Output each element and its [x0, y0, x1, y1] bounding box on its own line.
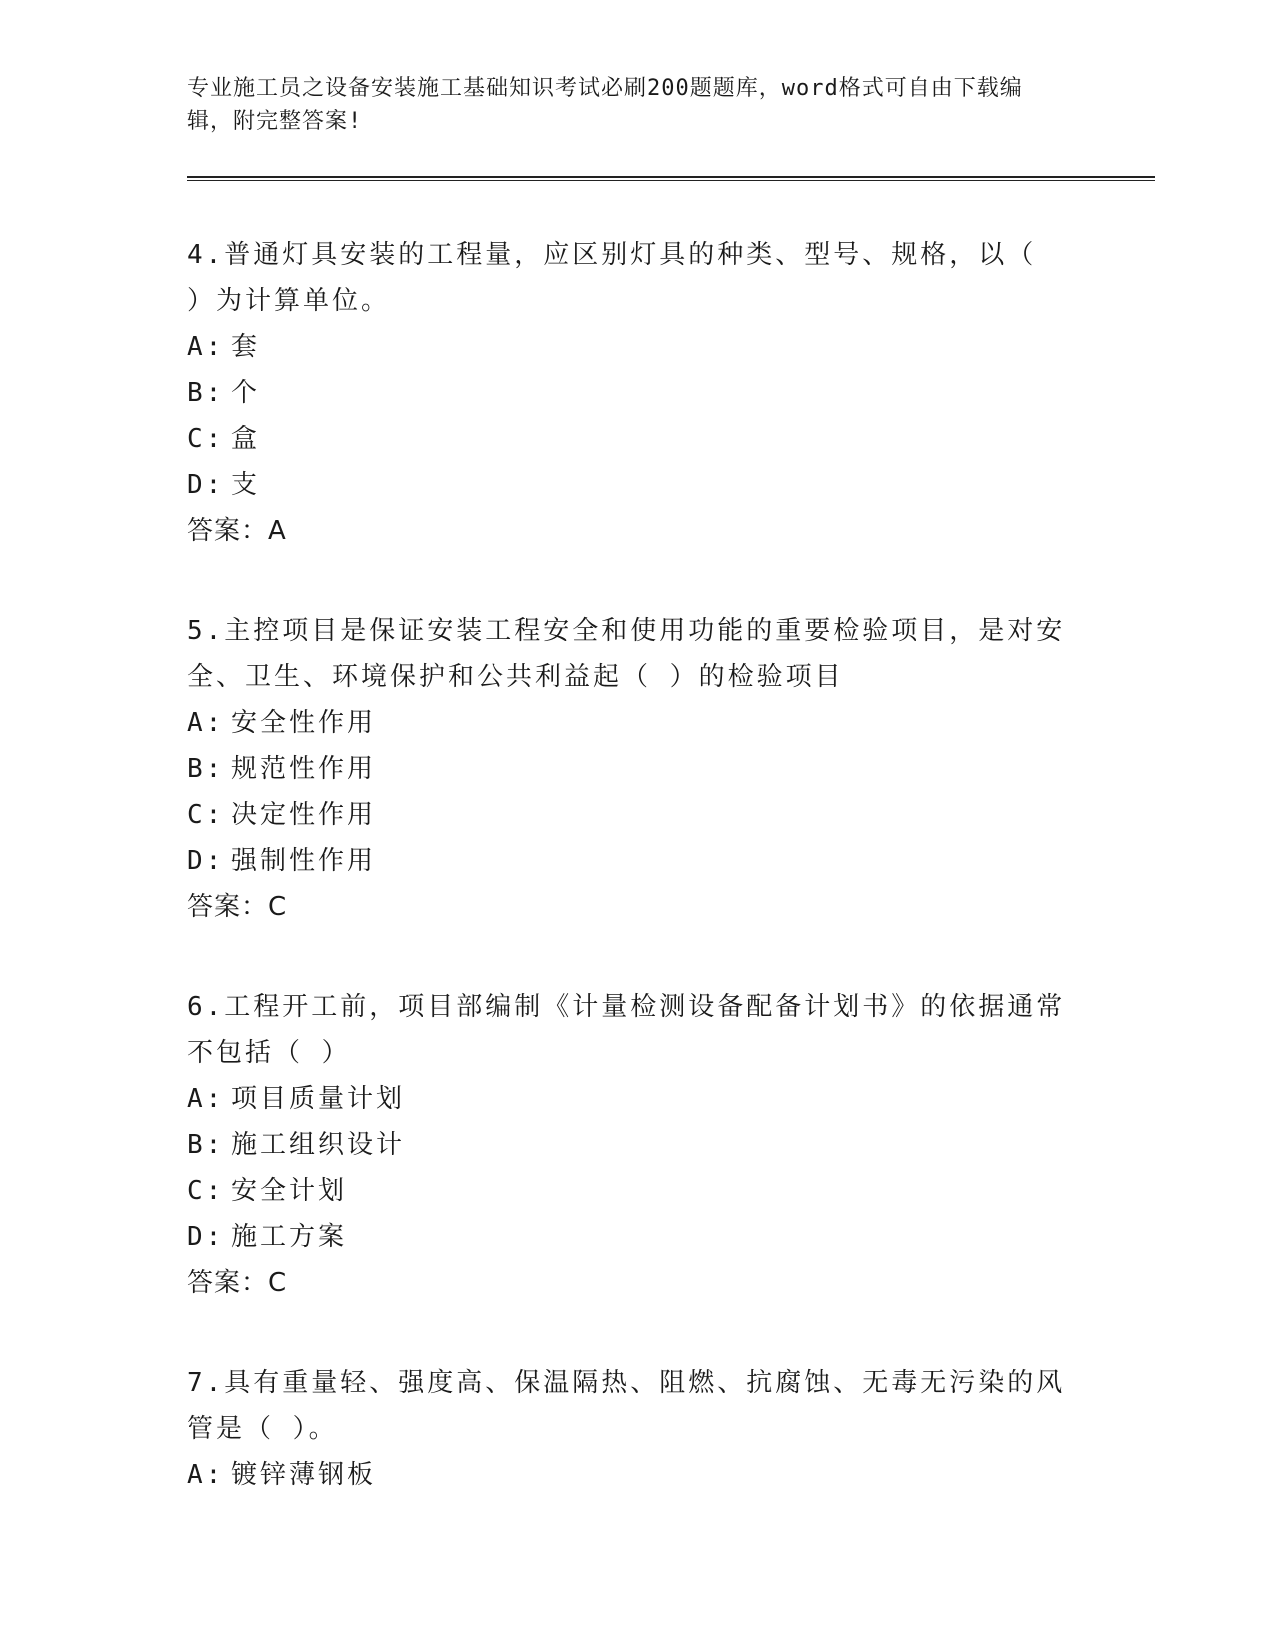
question-4 [187, 232, 1067, 554]
question-6 [187, 984, 1067, 1306]
option-c [187, 416, 1067, 462]
option-text: 盒 [231, 424, 261, 454]
question-stem: 5.主控项目是保证安装工程安全和使用功能的重要检验项目，是对安全、卫生、环境保护和公共利益起（ ）的检验项目 [187, 616, 1066, 692]
option-text: 施工方案 [231, 1222, 348, 1252]
option-text: 安全计划 [231, 1176, 348, 1206]
option-d [187, 462, 1067, 508]
option-letter: B: [187, 1130, 225, 1160]
option-b [187, 1122, 1067, 1168]
option-c [187, 1168, 1067, 1214]
header-divider [187, 176, 1155, 181]
option-a [187, 700, 1067, 746]
answer-line: 答案：C [187, 1268, 288, 1298]
option-letter: B: [187, 378, 225, 408]
option-a [187, 1076, 1067, 1122]
option-letter: D: [187, 1222, 225, 1252]
option-letter: D: [187, 846, 225, 876]
option-letter: A: [187, 708, 225, 738]
answer-line: 答案：A [187, 516, 287, 546]
option-text: 个 [231, 378, 261, 408]
option-text: 支 [231, 470, 261, 500]
option-letter: A: [187, 332, 225, 362]
option-text: 安全性作用 [231, 708, 377, 738]
option-text: 项目质量计划 [231, 1084, 406, 1114]
option-text: 规范性作用 [231, 754, 377, 784]
option-d [187, 838, 1067, 884]
option-c [187, 792, 1067, 838]
option-letter: A: [187, 1460, 225, 1490]
document-header: 专业施工员之设备安装施工基础知识考试必刷200题题库，word格式可自由下载编辑，附完整答案! [187, 76, 1023, 134]
option-a [187, 324, 1067, 370]
option-letter: D: [187, 470, 225, 500]
question-stem: 4.普通灯具安装的工程量，应区别灯具的种类、型号、规格，以（ ）为计算单位。 [187, 240, 1037, 316]
option-b [187, 370, 1067, 416]
option-text: 镀锌薄钢板 [231, 1460, 377, 1490]
option-letter: C: [187, 800, 225, 830]
option-letter: B: [187, 754, 225, 784]
option-b [187, 746, 1067, 792]
option-d [187, 1214, 1067, 1260]
option-letter: A: [187, 1084, 225, 1114]
question-7 [187, 1360, 1067, 1498]
option-a [187, 1452, 1067, 1498]
option-text: 套 [231, 332, 261, 362]
option-letter: C: [187, 424, 225, 454]
answer-line: 答案：C [187, 892, 288, 922]
question-5 [187, 608, 1067, 930]
question-stem: 7.具有重量轻、强度高、保温隔热、阻燃、抗腐蚀、无毒无污染的风管是（ ）。 [187, 1368, 1066, 1444]
option-text: 施工组织设计 [231, 1130, 406, 1160]
option-text: 强制性作用 [231, 846, 377, 876]
question-list [187, 232, 1067, 1552]
question-stem: 6.工程开工前，项目部编制《计量检测设备配备计划书》的依据通常不包括（ ） [187, 992, 1066, 1068]
option-letter: C: [187, 1176, 225, 1206]
option-text: 决定性作用 [231, 800, 377, 830]
